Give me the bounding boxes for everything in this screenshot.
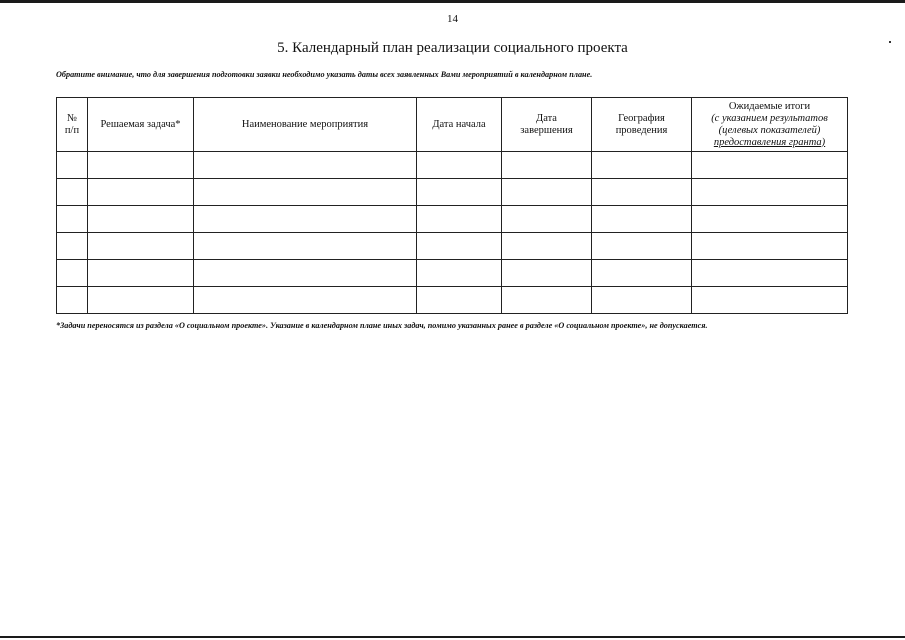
cell-end-date bbox=[502, 260, 592, 287]
cell-event-name bbox=[194, 206, 417, 233]
cell-expected-results bbox=[692, 179, 848, 206]
header-number bbox=[57, 98, 88, 152]
cell-start-date bbox=[417, 233, 502, 260]
cell-number bbox=[57, 206, 88, 233]
cell-expected-results bbox=[692, 287, 848, 314]
scan-speck bbox=[889, 41, 891, 43]
header-results-line3: (целевых показателей) bbox=[718, 124, 821, 136]
table-row bbox=[57, 206, 848, 233]
cell-event-name bbox=[194, 152, 417, 179]
bottom-border-line bbox=[0, 636, 905, 638]
cell-event-name bbox=[194, 179, 417, 206]
cell-task bbox=[88, 152, 194, 179]
cell-end-date bbox=[502, 287, 592, 314]
cell-geography bbox=[592, 260, 692, 287]
cell-geography bbox=[592, 206, 692, 233]
table-row bbox=[57, 287, 848, 314]
footnote-text: *Задачи переносятся из раздела «О социальном проекте». Указание в календарном плане иных задач, помимо указанных ранее в разделе «О социальном проекте», не допускается. bbox=[56, 321, 708, 330]
cell-number bbox=[57, 287, 88, 314]
section-title: 5. Календарный план реализации социального проекта bbox=[277, 40, 628, 56]
cell-expected-results bbox=[692, 206, 848, 233]
header-results-line4: предоставления гранта) bbox=[713, 136, 826, 148]
cell-start-date bbox=[417, 179, 502, 206]
header-task-label: Решаемая задача* bbox=[100, 118, 181, 130]
header-results-line1: Ожидаемые итоги bbox=[728, 100, 811, 112]
notice-text: Обратите внимание, что для завершения подготовки заявки необходимо указать даты всех заявленных Вами мероприятий в календарном плане. bbox=[56, 70, 593, 79]
header-results-line2: (с указанием результатов bbox=[711, 112, 828, 124]
header-geography-line1: География bbox=[618, 112, 665, 124]
table-row bbox=[57, 260, 848, 287]
cell-number bbox=[57, 233, 88, 260]
header-end-date-line1: Дата bbox=[536, 112, 557, 124]
cell-event-name bbox=[194, 260, 417, 287]
header-geography-line2: проведения bbox=[615, 124, 668, 136]
cell-start-date bbox=[417, 152, 502, 179]
cell-event-name bbox=[194, 233, 417, 260]
header-end-date bbox=[502, 98, 592, 152]
cell-end-date bbox=[502, 179, 592, 206]
cell-expected-results bbox=[692, 152, 848, 179]
cell-number bbox=[57, 152, 88, 179]
cell-task bbox=[88, 206, 194, 233]
header-expected-results bbox=[692, 98, 848, 152]
cell-expected-results bbox=[692, 260, 848, 287]
table-row bbox=[57, 179, 848, 206]
header-geography bbox=[592, 98, 692, 152]
table-row bbox=[57, 233, 848, 260]
cell-end-date bbox=[502, 233, 592, 260]
table-header-row bbox=[57, 98, 848, 152]
cell-number bbox=[57, 179, 88, 206]
cell-task bbox=[88, 233, 194, 260]
calendar-plan-table bbox=[56, 97, 848, 314]
cell-geography bbox=[592, 233, 692, 260]
cell-start-date bbox=[417, 206, 502, 233]
cell-task bbox=[88, 287, 194, 314]
header-event-name bbox=[194, 98, 417, 152]
cell-task bbox=[88, 179, 194, 206]
cell-task bbox=[88, 260, 194, 287]
header-number-line2: п/п bbox=[64, 124, 80, 136]
top-border-line bbox=[0, 0, 905, 3]
cell-number bbox=[57, 260, 88, 287]
header-start-date-label: Дата начала bbox=[432, 118, 486, 130]
header-start-date bbox=[417, 98, 502, 152]
cell-start-date bbox=[417, 260, 502, 287]
cell-geography bbox=[592, 179, 692, 206]
header-event-name-label: Наименование мероприятия bbox=[241, 118, 369, 130]
page-number: 14 bbox=[447, 13, 458, 25]
table-row bbox=[57, 152, 848, 179]
cell-geography bbox=[592, 287, 692, 314]
cell-start-date bbox=[417, 287, 502, 314]
header-number-line1: № bbox=[66, 112, 78, 124]
cell-expected-results bbox=[692, 233, 848, 260]
cell-end-date bbox=[502, 206, 592, 233]
cell-end-date bbox=[502, 152, 592, 179]
cell-geography bbox=[592, 152, 692, 179]
header-end-date-line2: завершения bbox=[520, 124, 573, 136]
header-task bbox=[88, 98, 194, 152]
cell-event-name bbox=[194, 287, 417, 314]
